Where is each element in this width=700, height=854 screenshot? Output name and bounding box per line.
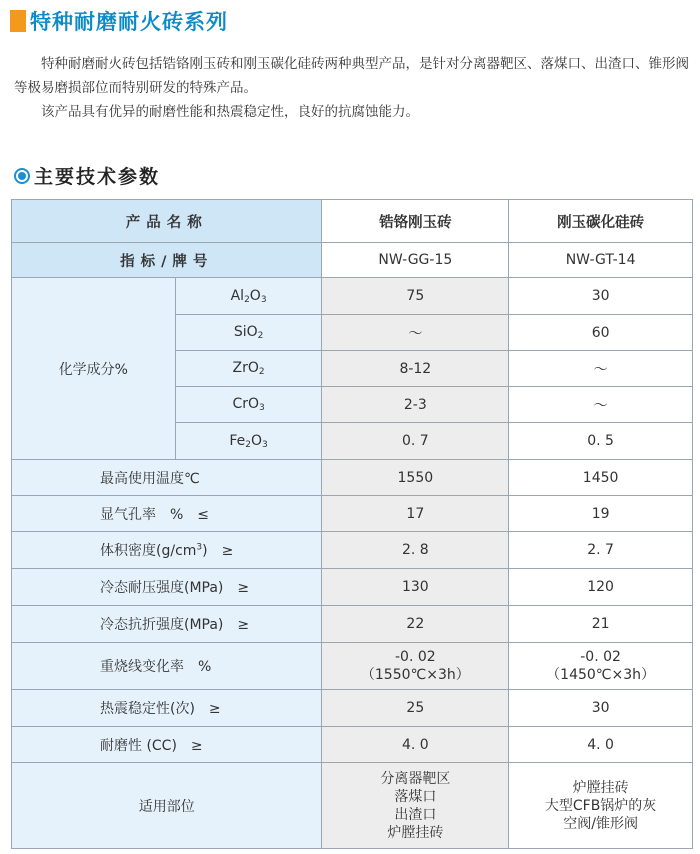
apply-value-1: 分离器靶区 落煤口 出渣口 炉膛挂砖 — [322, 763, 509, 849]
property-label: 热震稳定性(次) ≥ — [12, 690, 322, 727]
property-value-2: 30 — [509, 690, 693, 727]
property-row — [12, 606, 693, 643]
header-product-2: 刚玉碳化硅砖 — [509, 200, 693, 243]
chem-row — [12, 278, 693, 315]
chem-value-2: 0. 5 — [509, 423, 693, 460]
grade-label: 指标/牌号 — [12, 243, 322, 278]
property-value-2: 1450 — [509, 460, 693, 496]
property-value-1: 17 — [322, 496, 509, 532]
chem-value-1: ～ — [322, 315, 509, 351]
property-label: 重烧线变化率 % — [12, 643, 322, 690]
title-marker-icon — [10, 10, 26, 32]
property-value-1: -0. 02 （1550℃×3h） — [322, 643, 509, 690]
circle-bullet-icon — [14, 168, 30, 184]
grade-value-2: NW-GT-14 — [509, 243, 693, 278]
section-title: 主要技术参数 — [34, 166, 161, 188]
apply-value-2: 炉膛挂砖 大型CFB锅炉的灰 空阀/锥形阀 — [509, 763, 693, 849]
chem-value-2: 60 — [509, 315, 693, 351]
intro-text — [14, 52, 696, 124]
property-value-1: 2. 8 — [322, 532, 509, 569]
intro-paragraph-1: 特种耐磨耐火砖包括锆铬刚玉砖和刚玉碳化硅砖两种典型产品，是针对分离器靶区、落煤口、出渣口、锥形阀等极易磨损部位而特别研发的特殊产品。 — [14, 56, 689, 96]
property-row — [12, 460, 693, 496]
property-row — [12, 496, 693, 532]
property-row — [12, 690, 693, 727]
property-value-1: 4. 0 — [322, 727, 509, 763]
section-header — [14, 162, 160, 189]
grade-row — [12, 243, 693, 278]
property-label: 冷态耐压强度(MPa) ≥ — [12, 569, 322, 606]
chem-formula: $Fe_2O_3$ — [175, 423, 322, 460]
property-row — [12, 727, 693, 763]
page-title: 特种耐磨耐火砖系列 — [30, 10, 228, 34]
property-value-1: 22 — [322, 606, 509, 643]
chem-formula: ZrO$_2$ — [175, 351, 322, 387]
property-label: 最高使用温度℃ — [12, 460, 322, 496]
apply-row — [12, 763, 693, 849]
chem-value-1: 2-3 — [322, 387, 509, 423]
chem-value-1: 0. 7 — [322, 423, 509, 460]
page-header — [10, 6, 228, 36]
chem-value-2: ～ — [509, 387, 693, 423]
property-label: 体积密度$(g/cm^3)$ ≥ — [12, 532, 322, 569]
property-value-1: 25 — [322, 690, 509, 727]
property-label: 耐磨性 (CC) ≥ — [12, 727, 322, 763]
property-row — [12, 569, 693, 606]
property-value-2: 120 — [509, 569, 693, 606]
header-product-1: 锆铬刚玉砖 — [322, 200, 509, 243]
chem-value-2: 30 — [509, 278, 693, 315]
chem-value-1: 8-12 — [322, 351, 509, 387]
property-value-1: 130 — [322, 569, 509, 606]
property-value-1: 1550 — [322, 460, 509, 496]
apply-label: 适用部位 — [12, 763, 322, 849]
chem-value-2: ～ — [509, 351, 693, 387]
property-label: 显气孔率 % ≤ — [12, 496, 322, 532]
property-value-2: -0. 02 （1450℃×3h） — [509, 643, 693, 690]
grade-value-1: NW-GG-15 — [322, 243, 509, 278]
property-value-2: 21 — [509, 606, 693, 643]
chem-formula: $Al_2O_3$ — [175, 278, 322, 315]
header-product-name: 产品名称 — [12, 200, 322, 243]
intro-paragraph-2: 该产品具有优异的耐磨性能和热震稳定性，良好的抗腐蚀能力。 — [41, 104, 419, 120]
property-value-2: 19 — [509, 496, 693, 532]
chem-formula: CrO$_3$ — [175, 387, 322, 423]
spec-table — [11, 199, 693, 849]
chem-formula: SiO$_2$ — [175, 315, 322, 351]
shrink-row — [12, 643, 693, 690]
property-value-2: 4. 0 — [509, 727, 693, 763]
property-value-2: 2. 7 — [509, 532, 693, 569]
property-label: 冷态抗折强度(MPa) ≥ — [12, 606, 322, 643]
property-row — [12, 532, 693, 569]
chem-label: 化学成分% — [12, 278, 176, 460]
table-header-row — [12, 200, 693, 243]
chem-value-1: 75 — [322, 278, 509, 315]
